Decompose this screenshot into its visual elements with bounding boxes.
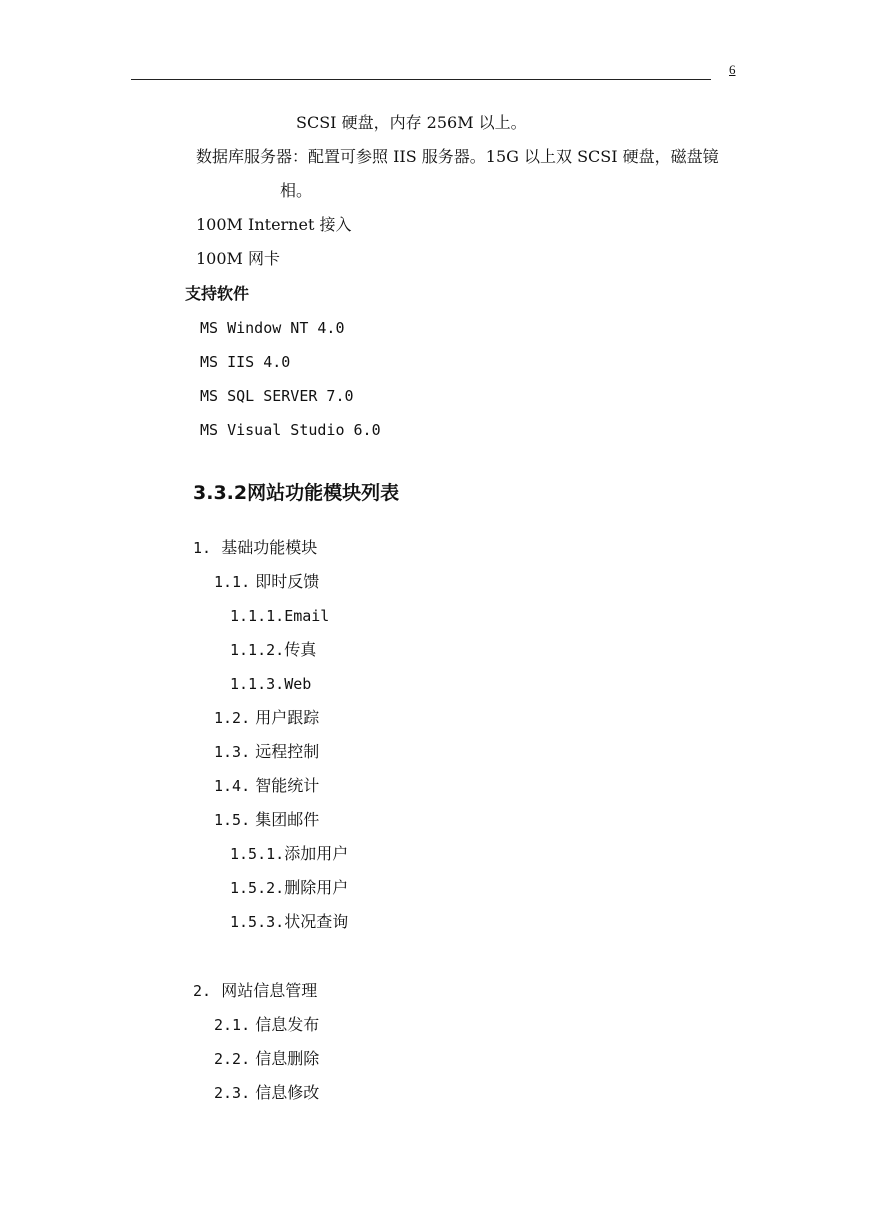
header-rule (131, 79, 711, 80)
module-label: 智能统计 (255, 776, 320, 795)
module-label: 添加用户 (284, 844, 349, 863)
module-item (214, 742, 319, 762)
module-item (230, 606, 329, 626)
module-item (230, 878, 348, 898)
module-label: Email (284, 607, 330, 625)
module-label: 删除用户 (284, 878, 349, 897)
module-number: 2.2. (214, 1050, 251, 1068)
module-label: 信息删除 (255, 1049, 320, 1068)
software-item: MS SQL SERVER 7.0 (200, 387, 354, 405)
module-number: 1.1. (214, 573, 251, 591)
module-number: 1. (193, 539, 212, 557)
module-item (214, 1083, 319, 1103)
module-number: 1.1.2. (230, 641, 285, 659)
module-label: 信息发布 (255, 1015, 320, 1034)
module-item (214, 810, 319, 830)
module-item (230, 912, 348, 932)
software-item: MS Window NT 4.0 (200, 319, 345, 337)
module-number: 1.4. (214, 777, 251, 795)
module-number: 2.1. (214, 1016, 251, 1034)
page-number: 6 (729, 62, 736, 77)
hardware-internet: 100M Internet 接入 (196, 215, 352, 234)
module-label: 即时反馈 (255, 572, 320, 591)
module-number: 1.5.1. (230, 845, 285, 863)
module-label: 信息修改 (255, 1083, 320, 1102)
module-number: 1.3. (214, 743, 251, 761)
hardware-scsi-line: SCSI 硬盘，内存 256M 以上。 (296, 113, 527, 132)
module-label: 远程控制 (255, 742, 320, 761)
module-item (193, 981, 317, 1001)
module-number: 1.1.1. (230, 607, 285, 625)
hardware-db-line-2: 相。 (280, 181, 313, 200)
module-label: 基础功能模块 (221, 538, 318, 557)
module-number: 1.5. (214, 811, 251, 829)
module-label: Web (284, 675, 312, 693)
module-item (214, 572, 319, 592)
module-item (214, 1015, 319, 1035)
module-item (230, 640, 316, 660)
module-number: 1.2. (214, 709, 251, 727)
software-title: 支持软件 (185, 284, 250, 303)
module-number: 1.5.2. (230, 879, 285, 897)
module-item (214, 708, 319, 728)
hardware-db-line-1: 数据库服务器：配置可参照 IIS 服务器。15G 以上双 SCSI 硬盘，磁盘镜 (196, 147, 719, 166)
module-number: 1.1.3. (230, 675, 285, 693)
module-label: 状况查询 (284, 912, 349, 931)
module-item (214, 776, 319, 796)
software-item: MS IIS 4.0 (200, 353, 291, 371)
section-heading: 3.3.2网站功能模块列表 (193, 482, 400, 504)
module-number: 1.5.3. (230, 913, 285, 931)
module-item (230, 844, 348, 864)
module-item (230, 674, 311, 694)
module-label: 传真 (284, 640, 317, 659)
module-number: 2. (193, 982, 212, 1000)
module-item (193, 538, 317, 558)
module-label: 网站信息管理 (221, 981, 318, 1000)
module-label: 集团邮件 (255, 810, 320, 829)
module-item (214, 1049, 319, 1069)
module-label: 用户跟踪 (255, 708, 320, 727)
software-item: MS Visual Studio 6.0 (200, 421, 381, 439)
module-number: 2.3. (214, 1084, 251, 1102)
hardware-nic: 100M 网卡 (196, 249, 281, 268)
